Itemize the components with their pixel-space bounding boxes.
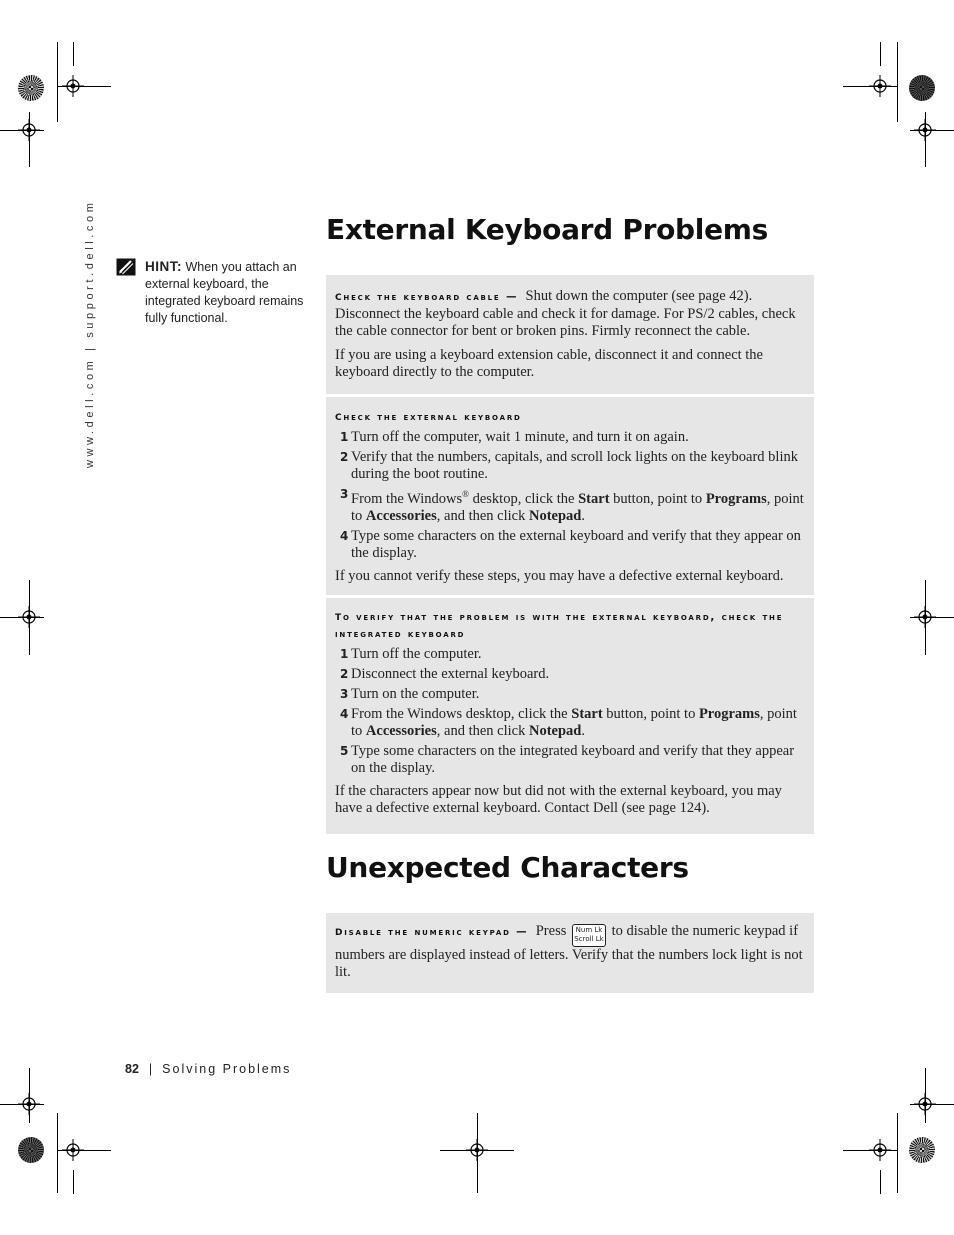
- tip-box-keyboard-cable: [326, 275, 814, 394]
- registration-starburst: [909, 1137, 935, 1163]
- pencil-note-icon: [116, 258, 136, 276]
- steps-list: [335, 429, 804, 562]
- registration-target-icon: [914, 606, 936, 628]
- list-item: 2 Disconnect the external keyboard.: [340, 666, 550, 682]
- box-heading: to verify that the problem is with the external keyboard, check the integrated keyboard: [335, 609, 784, 640]
- registration-target-icon: [466, 1139, 488, 1161]
- registration-starburst: [18, 1137, 44, 1163]
- page-number: 82: [125, 1062, 139, 1076]
- lead-heading: disable the numeric keypad —: [335, 924, 529, 939]
- footer-separator: |: [148, 1062, 153, 1076]
- paragraph: If the characters appear now but did not with the external keyboard, you may have a defective external keyboard. Contact Dell (see page 124).: [335, 783, 782, 816]
- section-heading-external-keyboard: External Keyboard Problems: [326, 213, 769, 246]
- page-footer: [125, 1062, 291, 1076]
- list-item: 3 Turn on the computer.: [340, 686, 480, 702]
- registration-target-icon: [869, 1139, 891, 1161]
- hint-text: When you attach an external keyboard, the integrated keyboard remains fully functional.: [145, 260, 304, 325]
- side-url: www.dell.com | support.dell.com: [84, 199, 96, 468]
- registration-target-icon: [914, 1093, 936, 1115]
- registration-target-icon: [18, 119, 40, 141]
- list-item: 3 From the Windows® desktop, click the Start button, point to Programs, point to Accessories, and then click Notepad.: [340, 487, 804, 524]
- list-item: 1 Turn off the computer, wait 1 minute, and turn it on again.: [340, 429, 689, 445]
- list-item: 5 Type some characters on the integrated keyboard and verify that they appear on the display.: [340, 743, 795, 776]
- list-item: 4 Type some characters on the external keyboard and verify that they appear on the display.: [340, 527, 801, 561]
- list-item: 2 Verify that the numbers, capitals, and scroll lock lights on the keyboard blink during the boot routine.: [340, 449, 798, 482]
- lead-heading: check the keyboard cable —: [335, 289, 519, 304]
- registration-target-icon: [62, 1139, 84, 1161]
- paragraph: If you cannot verify these steps, you may have a defective external keyboard.: [335, 567, 784, 584]
- list-item: 4 From the Windows desktop, click the Start button, point to Programs, point to Accessories, and then click Notepad.: [340, 706, 797, 739]
- registration-starburst: [18, 75, 44, 101]
- hint-label: HINT:: [145, 259, 182, 274]
- paragraph: If you are using a keyboard extension cable, disconnect it and connect the keyboard directly to the computer.: [335, 347, 763, 380]
- registration-target-icon: [914, 119, 936, 141]
- tip-box-numeric-keypad: disable the numeric keypad — Press Num Lk Scroll Lk to disable the numeric keypad if numbers are displayed instead of letters. Verify that the numbers lock light is not lit.: [326, 913, 814, 993]
- tip-box-integrated-keyboard: [326, 598, 814, 834]
- footer-section-title: Solving Problems: [162, 1062, 292, 1076]
- registration-target-icon: [18, 606, 40, 628]
- num-lock-key-icon: Num Lk Scroll Lk: [572, 924, 606, 947]
- list-item: 1 Turn off the computer.: [340, 646, 482, 662]
- steps-list: [335, 646, 804, 777]
- registration-target-icon: [18, 1093, 40, 1115]
- tip-box-external-keyboard: [326, 397, 814, 595]
- paragraph: Shut down the computer (see page 42). Disconnect the keyboard cable and check it for damage. For PS/2 cables, check the cable connector for bent or broken pins. Firmly reconnect the cable.: [335, 288, 796, 339]
- registration-target-icon: [62, 75, 84, 97]
- registration-starburst: [909, 75, 935, 101]
- box-heading: check the external keyboard: [335, 409, 522, 424]
- registration-target-icon: [869, 75, 891, 97]
- section-heading-unexpected-characters: Unexpected Characters: [326, 851, 689, 884]
